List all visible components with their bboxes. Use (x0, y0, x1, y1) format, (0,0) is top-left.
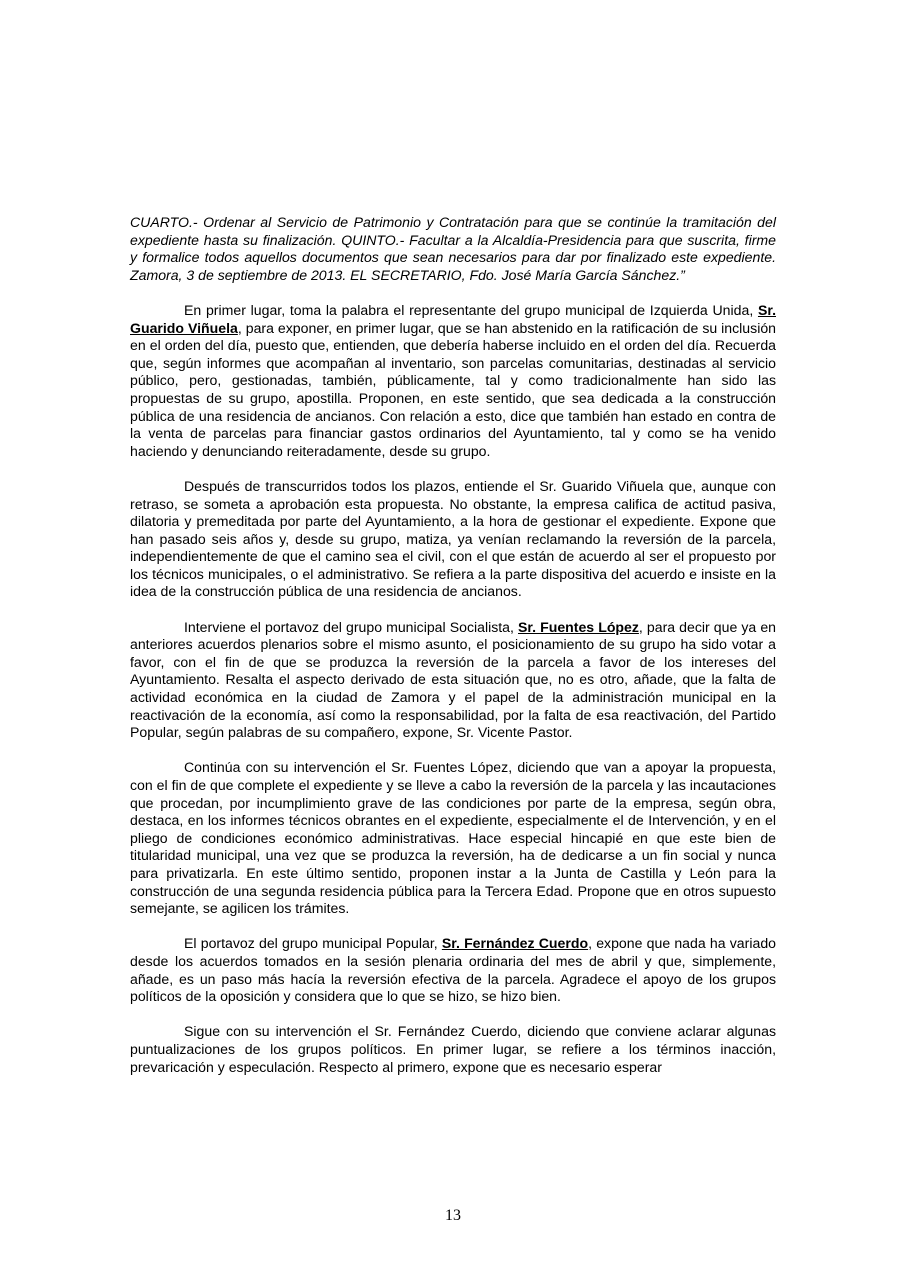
speaker-name: Sr. Fuentes López (518, 618, 639, 635)
paragraph-guarido-intervention (130, 302, 776, 460)
paragraph-text: , para exponer, en primer lugar, que se han abstenido en la ratificación de su inclusión en el orden del día, puesto que, entienden, que debería haberse incluido en el orden del día. Recuerda que, según informes que acompañan al inventario, son parcelas comunitarias, destinadas al servicio público, pero, gestionadas, también, públicamente, tal y como tradicionalmente han sido las propuestas de su grupo, apostilla. Proponen, en este sentido, que sea dedicada a la construcción pública de una residencia de ancianos. Con relación a esto, dice que también han estado en contra de la venta de parcelas para financiar gastos ordinarios del Ayuntamiento, tal y como se ha venido haciendo y denunciando reiteradamente, desde su grupo. (130, 319, 777, 459)
speaker-name: Sr. Fernández Cuerdo (441, 935, 589, 952)
paragraph-text: En primer lugar, toma la palabra el representante del grupo municipal de Izquierda Unida, (184, 301, 758, 318)
paragraph-text: , para decir que ya en anteriores acuerdos plenarios sobre el mismo asunto, el posicionamiento de su grupo ha sido votar a favor, con el fin de que se produzca la reversión de la parcela a favor de los intereses del Ayuntamiento. Resalta el aspecto derivado de esta situación que, no es otro, añade, que la falta de actividad económica en la ciudad de Zamora y el papel de la administración municipal en la reactivación de la economía, así como la responsabilidad, por la falta de esa reactivación, del Partido Popular, según palabras de su compañero, expone, Sr. Vicente Pastor. (130, 618, 777, 741)
page-number: 13 (445, 1207, 461, 1224)
paragraph-text: Interviene el portavoz del grupo municipal Socialista, (184, 618, 519, 635)
paragraph-text: El portavoz del grupo municipal Popular, (184, 935, 442, 952)
paragraph-guarido-continuation: Después de transcurridos todos los plazos, entiende el Sr. Guarido Viñuela que, aunque con retraso, se someta a aprobación esta propuesta. No obstante, la empresa califica de actitud pasiva, dilatoria y premeditada por parte del Ayuntamiento, a la hora de gestionar el expediente. Expone que han pasado seis años y, desde su grupo, matiza, ya venían reclamando la reversión de la parcela, independientemente de que el camino sea el civil, con el que están de acuerdo al ser el propuesto por los técnicos municipales, o el administrativo. Se refiera a la parte dispositiva del acuerdo e insiste en la idea de la construcción pública de una residencia de ancianos. (130, 477, 776, 600)
paragraph-quoted-resolution: CUARTO.- Ordenar al Servicio de Patrimonio y Contratación para que se continúe la tramitación del expediente hasta su finalización. QUINTO.- Facultar a la Alcaldía-Presidencia para que suscrita, firme y formalice todos aquellos documentos que sean necesarios para dar por finalizado este expediente. Zamora, 3 de septiembre de 2013. EL SECRETARIO, Fdo. José María García Sánchez.” (130, 214, 776, 283)
paragraph-fernandez-intervention (130, 935, 776, 1005)
paragraph-text: , expone que nada ha variado desde los acuerdos tomados en la sesión plenaria ordinaria del mes de abril y que, simplemente, añade, es un paso más hacía la reversión efectiva de la parcela. Agradece el apoyo de los grupos políticos de la oposición y considera que lo que se hizo, se hizo bien. (130, 935, 776, 1005)
paragraph-fuentes-intervention (130, 619, 776, 742)
paragraph-fernandez-continuation: Sigue con su intervención el Sr. Fernández Cuerdo, diciendo que conviene aclarar algunas puntualizaciones de los grupos políticos. En primer lugar, se refiere a los términos inacción, prevaricación y especulación. Respecto al primero, expone que es necesario esperar (130, 1023, 776, 1075)
paragraph-fuentes-continuation: Continúa con su intervención el Sr. Fuentes López, diciendo que van a apoyar la propuesta, con el fin de que complete el expediente y se lleve a cabo la reversión de la parcela y las incautaciones que procedan, por incumplimiento grave de las condiciones por parte de la empresa, según obra, destaca, en los informes técnicos obrantes en el expediente, especialmente el de Intervención, y en el pliego de condiciones económico administrativas. Hace especial hincapié en que este bien de titularidad municipal, una vez que se produzca la reversión, ha de dedicarse a un fin social y nunca para privatizarla. En este último sentido, proponen instar a la Junta de Castilla y León para la construcción de una segunda residencia pública para la Tercera Edad. Propone que en otros supuesto semejante, se agilicen los trámites. (130, 759, 776, 917)
document-body (130, 214, 776, 1076)
speaker-name: Sr. Guarido Viñuela (130, 301, 776, 336)
